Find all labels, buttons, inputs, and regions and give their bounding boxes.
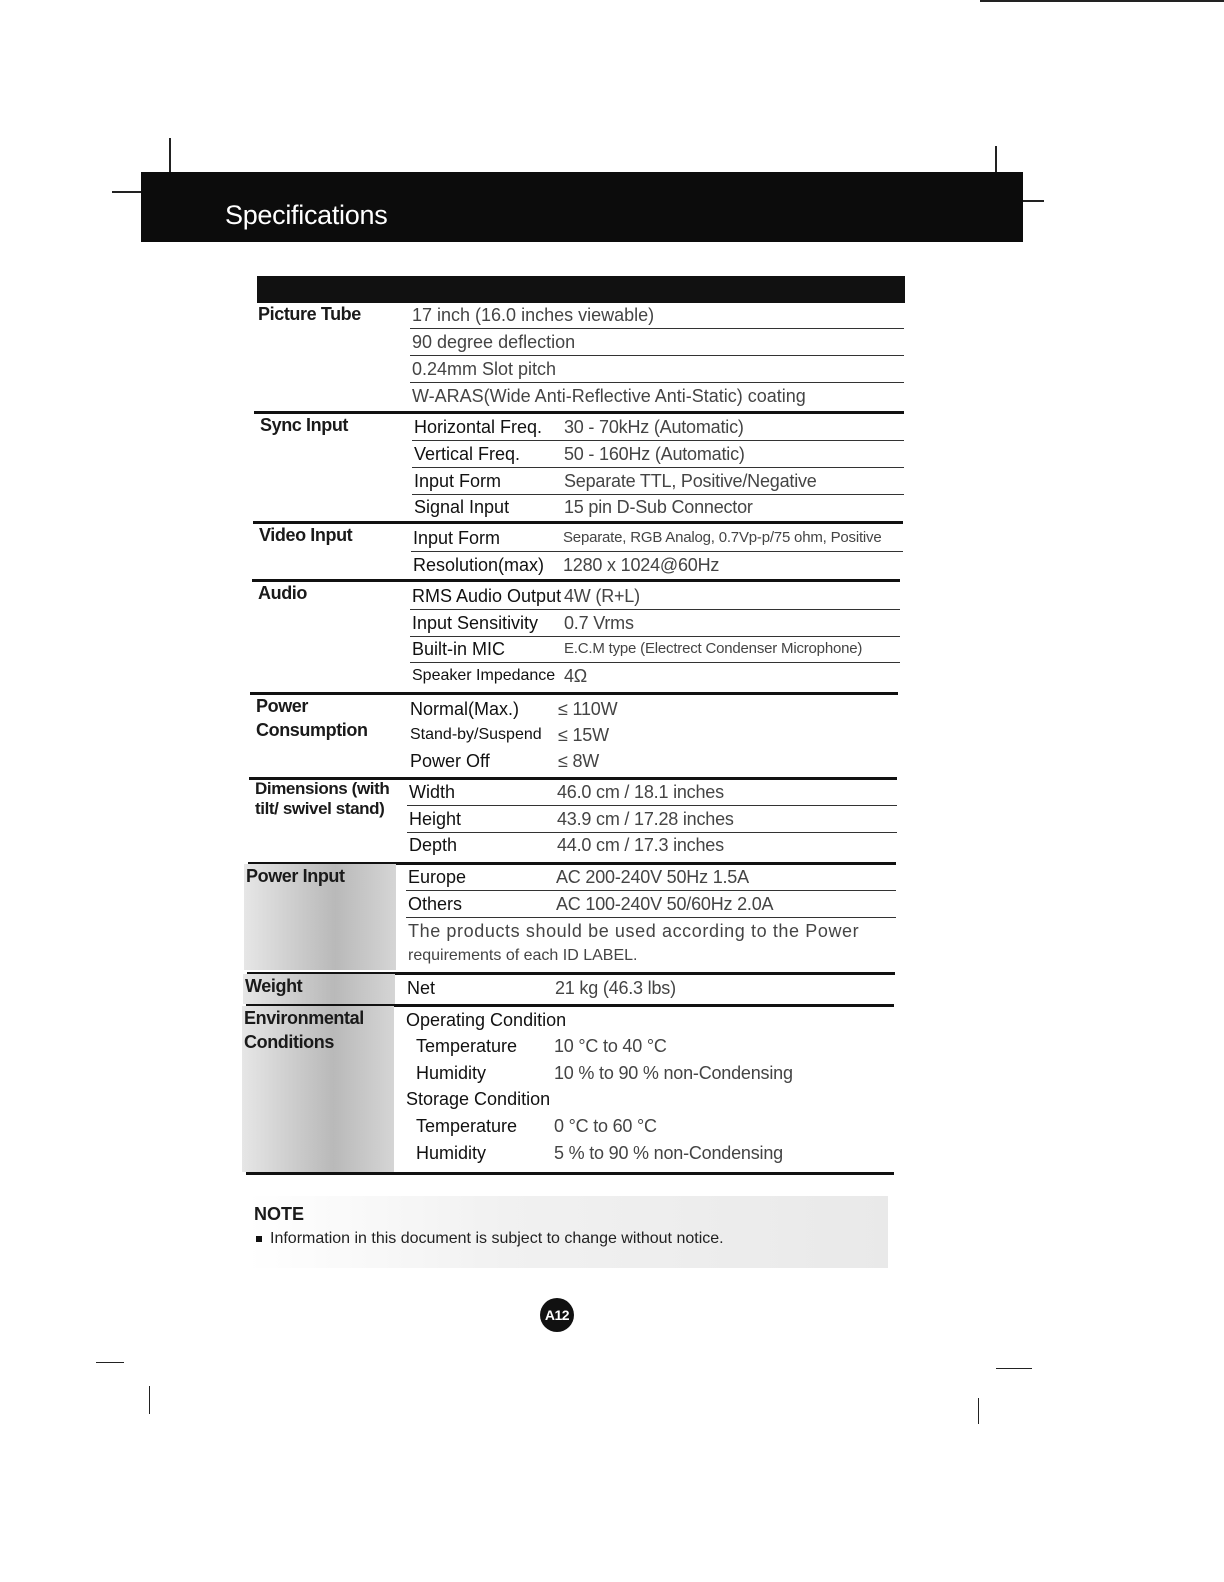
header-band <box>141 172 1023 242</box>
table-top-bar <box>257 276 905 303</box>
spec-row: Input Form Separate, RGB Analog, 0.7Vp-p/75 ohm, Positive <box>411 525 903 552</box>
category-label <box>242 1006 394 1172</box>
spec-note: The products should be used according to the Power <box>408 921 860 941</box>
crop-mark <box>96 1362 124 1363</box>
spec-row: Temperature 0 °C to 60 °C <box>416 1116 657 1136</box>
crop-mark <box>980 0 1224 2</box>
spec-row: Humidity 10 % to 90 % non-Condensing <box>416 1063 793 1083</box>
spec-row: Input Sensitivity 0.7 Vrms <box>410 610 900 637</box>
spec-row: Height 43.9 cm / 17.28 inches <box>407 806 897 833</box>
spec-row: 17 inch (16.0 inches viewable) <box>410 302 904 329</box>
bullet-icon <box>256 1236 262 1242</box>
section-picture-tube <box>252 300 904 410</box>
spec-note: requirements of each ID LABEL. <box>408 947 638 964</box>
section-sync-input <box>254 411 904 521</box>
page-title: Specifications <box>225 200 388 230</box>
category-label: Power Input <box>244 864 396 970</box>
spec-row: Vertical Freq. 50 - 160Hz (Automatic) <box>412 441 904 468</box>
spec-row: RMS Audio Output 4W (R+L) <box>410 583 900 610</box>
crop-mark <box>169 138 171 174</box>
crop-mark <box>1022 200 1044 202</box>
note-text <box>256 1230 724 1248</box>
page-number-badge: A12 <box>540 1298 574 1332</box>
crop-mark <box>978 1398 979 1424</box>
spec-row: Power Off ≤ 8W <box>410 751 600 771</box>
crop-mark <box>996 1368 1032 1369</box>
note-title: NOTE <box>254 1204 305 1224</box>
table-bottom-rule <box>246 1172 894 1175</box>
section-power-input <box>248 862 896 972</box>
category-label: Audio <box>258 583 307 603</box>
category-label-line: Environmental <box>244 1008 364 1028</box>
spec-row: Signal Input 15 pin D-Sub Connector <box>414 497 753 517</box>
section-dimensions <box>249 777 897 863</box>
crop-mark <box>112 191 142 193</box>
category-label-line: Conditions <box>244 1032 334 1052</box>
category-label: Video Input <box>259 525 353 545</box>
subsection-title: Operating Condition <box>406 1010 567 1030</box>
category-label: Sync Input <box>260 415 349 435</box>
spec-row: Net 21 kg (46.3 lbs) <box>407 978 676 998</box>
note-box <box>248 1196 888 1268</box>
category-label: Picture Tube <box>258 304 361 324</box>
category-label: Power Consumption <box>256 696 368 740</box>
section-audio <box>252 579 900 691</box>
spec-row: 0.24mm Slot pitch <box>410 356 904 383</box>
spec-row: Temperature 10 °C to 40 °C <box>416 1036 667 1056</box>
spec-row: Humidity 5 % to 90 % non-Condensing <box>416 1143 783 1163</box>
spec-row: Europe AC 200-240V 50Hz 1.5A <box>406 864 896 891</box>
crop-mark <box>149 1386 150 1414</box>
spec-row: Built-in MIC E.C.M type (Electrect Condenser Microphone) <box>410 636 900 663</box>
section-environmental <box>246 1004 894 1176</box>
spec-row: W-ARAS(Wide Anti-Reflective Anti-Static) coating <box>412 386 806 406</box>
category-label: Weight <box>243 974 395 1004</box>
crop-mark <box>995 146 997 174</box>
spec-row: Input Form Separate TTL, Positive/Negative <box>412 468 904 495</box>
spec-row: Others AC 100-240V 50/60Hz 2.0A <box>406 891 896 918</box>
spec-row: Horizontal Freq. 30 - 70kHz (Automatic) <box>412 414 904 441</box>
spec-row: Speaker Impedance 4Ω <box>412 666 588 686</box>
spec-row: Depth 44.0 cm / 17.3 inches <box>409 835 724 855</box>
section-weight <box>247 972 895 1006</box>
spec-row: Resolution(max) 1280 x 1024@60Hz <box>413 555 720 575</box>
subsection-title: Storage Condition <box>406 1089 551 1109</box>
spec-row: Normal(Max.) ≤ 110W <box>410 699 618 719</box>
note-body: Information in this document is subject to change without notice. <box>270 1230 724 1247</box>
spec-row: Width 46.0 cm / 18.1 inches <box>407 779 897 806</box>
section-video-input <box>253 521 903 579</box>
spec-row: Stand-by/Suspend ≤ 15W <box>410 725 609 745</box>
category-label: Dimensions (with tilt/ swivel stand) <box>255 779 390 818</box>
section-power-consumption <box>250 692 898 778</box>
spec-row: 90 degree deflection <box>410 329 904 356</box>
